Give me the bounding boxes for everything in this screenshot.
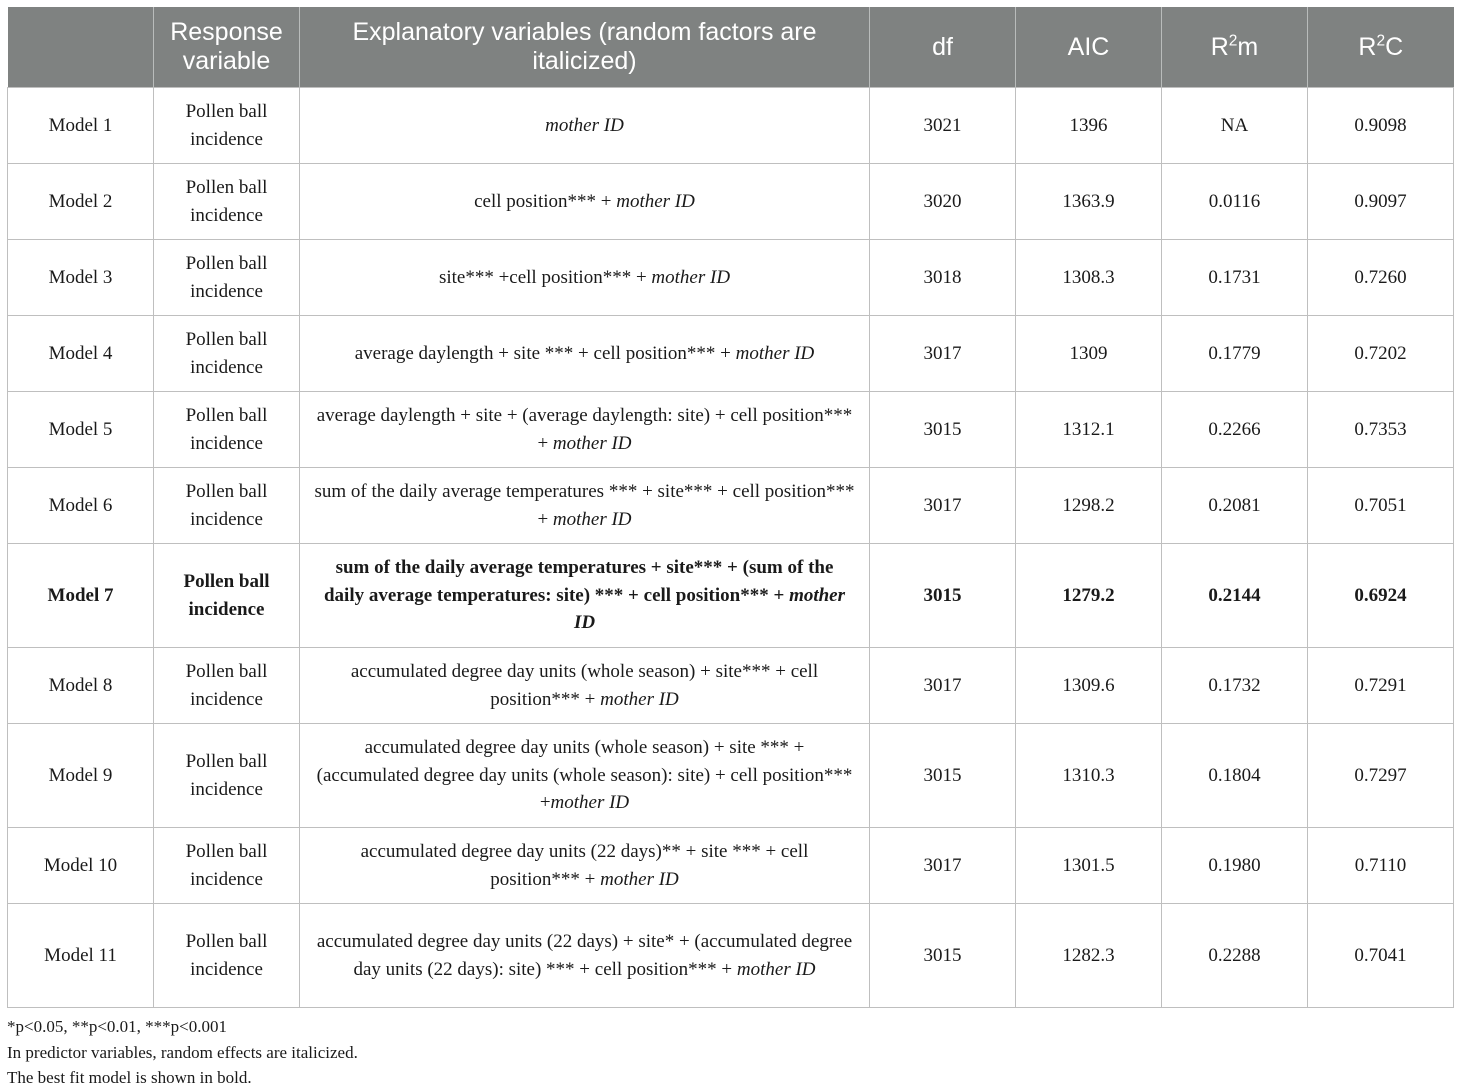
r2m-value: 0.1732 — [1162, 648, 1308, 724]
table-row — [8, 468, 1454, 544]
header-r2m: $R^2m$ — [1162, 7, 1308, 88]
explanatory-variables: accumulated degree day units (22 days)** + site *** + cell position*** + mother ID — [300, 828, 870, 904]
r2c-value: 0.7051 — [1308, 468, 1454, 544]
r2m-value: 0.2266 — [1162, 392, 1308, 468]
aic-value: 1310.3 — [1016, 724, 1162, 828]
table-row — [8, 240, 1454, 316]
header-model — [8, 7, 154, 88]
aic-value: 1312.1 — [1016, 392, 1162, 468]
aic-value: 1308.3 — [1016, 240, 1162, 316]
model-name: Model 3 — [8, 240, 154, 316]
aic-value: 1298.2 — [1016, 468, 1162, 544]
response-variable: Pollen ball incidence — [154, 316, 300, 392]
footnote-significance: *p<0.05, **p<0.01, ***p<0.001 — [7, 1017, 228, 1036]
response-variable: Pollen ball incidence — [154, 828, 300, 904]
r2m-value: 0.2288 — [1162, 904, 1308, 1008]
response-variable: Pollen ball incidence — [154, 88, 300, 164]
r2m-value: 0.0116 — [1162, 164, 1308, 240]
explanatory-variables: sum of the daily average temperatures + site*** + (sum of the daily average temperatures: site) *** + cell position*** + mother ID — [300, 544, 870, 648]
explanatory-variables: sum of the daily average temperatures *** + site*** + cell position*** + mother ID — [300, 468, 870, 544]
r2m-value: 0.1731 — [1162, 240, 1308, 316]
response-variable: Pollen ball incidence — [154, 648, 300, 724]
response-variable: Pollen ball incidence — [154, 544, 300, 648]
header-explanatory-variables: Explanatory variables (random factors are italicized) — [300, 7, 870, 88]
explanatory-variables: cell position*** + mother ID — [300, 164, 870, 240]
r2m-value: NA — [1162, 88, 1308, 164]
r2m-value: 0.1804 — [1162, 724, 1308, 828]
model-name: Model 7 — [8, 544, 154, 648]
header-aic: AIC — [1016, 7, 1162, 88]
response-variable: Pollen ball incidence — [154, 392, 300, 468]
header-df: df — [870, 7, 1016, 88]
header-row — [8, 7, 1454, 88]
table-row — [8, 316, 1454, 392]
footnote-random-effects: In predictor variables, random effects are italicized. — [7, 1042, 358, 1062]
model-name: Model 9 — [8, 724, 154, 828]
r2m-value: 0.1779 — [1162, 316, 1308, 392]
footnote-best-fit: The best fit model is shown in bold. — [7, 1068, 252, 1087]
table-row — [8, 648, 1454, 724]
table-row — [8, 392, 1454, 468]
r2m-value: 0.1980 — [1162, 828, 1308, 904]
explanatory-variables: accumulated degree day units (whole season) + site*** + cell position*** + mother ID — [300, 648, 870, 724]
r2c-value: 0.7110 — [1308, 828, 1454, 904]
df-value: 3018 — [870, 240, 1016, 316]
explanatory-variables: average daylength + site + (average daylength: site) + cell position*** + mother ID — [300, 392, 870, 468]
table-row — [8, 88, 1454, 164]
header-response-variable: Response variable — [154, 7, 300, 88]
r2c-value: 0.7202 — [1308, 316, 1454, 392]
r2c-value: 0.9097 — [1308, 164, 1454, 240]
response-variable: Pollen ball incidence — [154, 164, 300, 240]
df-value: 3017 — [870, 828, 1016, 904]
df-value: 3017 — [870, 468, 1016, 544]
df-value: 3015 — [870, 904, 1016, 1008]
table-row — [8, 724, 1454, 828]
explanatory-variables: accumulated degree day units (whole season) + site *** + (accumulated degree day units (whole season): site) + cell position*** +mother ID — [300, 724, 870, 828]
aic-value: 1309.6 — [1016, 648, 1162, 724]
response-variable: Pollen ball incidence — [154, 724, 300, 828]
df-value: 3020 — [870, 164, 1016, 240]
response-variable: Pollen ball incidence — [154, 468, 300, 544]
table-row-best-fit — [8, 544, 1454, 648]
model-name: Model 5 — [8, 392, 154, 468]
r2c-value: 0.7041 — [1308, 904, 1454, 1008]
table-row — [8, 828, 1454, 904]
table-row — [8, 164, 1454, 240]
explanatory-variables: average daylength + site *** + cell position*** + mother ID — [300, 316, 870, 392]
aic-value: 1301.5 — [1016, 828, 1162, 904]
model-name: Model 2 — [8, 164, 154, 240]
model-name: Model 4 — [8, 316, 154, 392]
header-r2c: $R^2C$ — [1308, 7, 1454, 88]
model-name: Model 8 — [8, 648, 154, 724]
model-comparison-table — [7, 7, 1454, 1008]
model-name: Model 11 — [8, 904, 154, 1008]
df-value: 3017 — [870, 316, 1016, 392]
response-variable: Pollen ball incidence — [154, 240, 300, 316]
r2m-value: 0.2144 — [1162, 544, 1308, 648]
r2c-value: 0.7353 — [1308, 392, 1454, 468]
r2c-value: 0.9098 — [1308, 88, 1454, 164]
model-name: Model 10 — [8, 828, 154, 904]
explanatory-variables: site*** +cell position*** + mother ID — [300, 240, 870, 316]
df-value: 3017 — [870, 648, 1016, 724]
aic-value: 1282.3 — [1016, 904, 1162, 1008]
df-value: 3015 — [870, 392, 1016, 468]
df-value: 3015 — [870, 724, 1016, 828]
df-value: 3015 — [870, 544, 1016, 648]
df-value: 3021 — [870, 88, 1016, 164]
aic-value: 1396 — [1016, 88, 1162, 164]
r2c-value: 0.7297 — [1308, 724, 1454, 828]
aic-value: 1279.2 — [1016, 544, 1162, 648]
aic-value: 1363.9 — [1016, 164, 1162, 240]
model-name: Model 1 — [8, 88, 154, 164]
response-variable: Pollen ball incidence — [154, 904, 300, 1008]
r2c-value: 0.6924 — [1308, 544, 1454, 648]
model-name: Model 6 — [8, 468, 154, 544]
table-row — [8, 904, 1454, 1008]
aic-value: 1309 — [1016, 316, 1162, 392]
r2c-value: 0.7291 — [1308, 648, 1454, 724]
r2c-value: 0.7260 — [1308, 240, 1454, 316]
table-footnotes — [7, 1014, 358, 1091]
r2m-value: 0.2081 — [1162, 468, 1308, 544]
explanatory-variables: mother ID — [300, 88, 870, 164]
explanatory-variables: accumulated degree day units (22 days) + site* + (accumulated degree day units (22 days): site) *** + cell position*** + mother ID — [300, 904, 870, 1008]
